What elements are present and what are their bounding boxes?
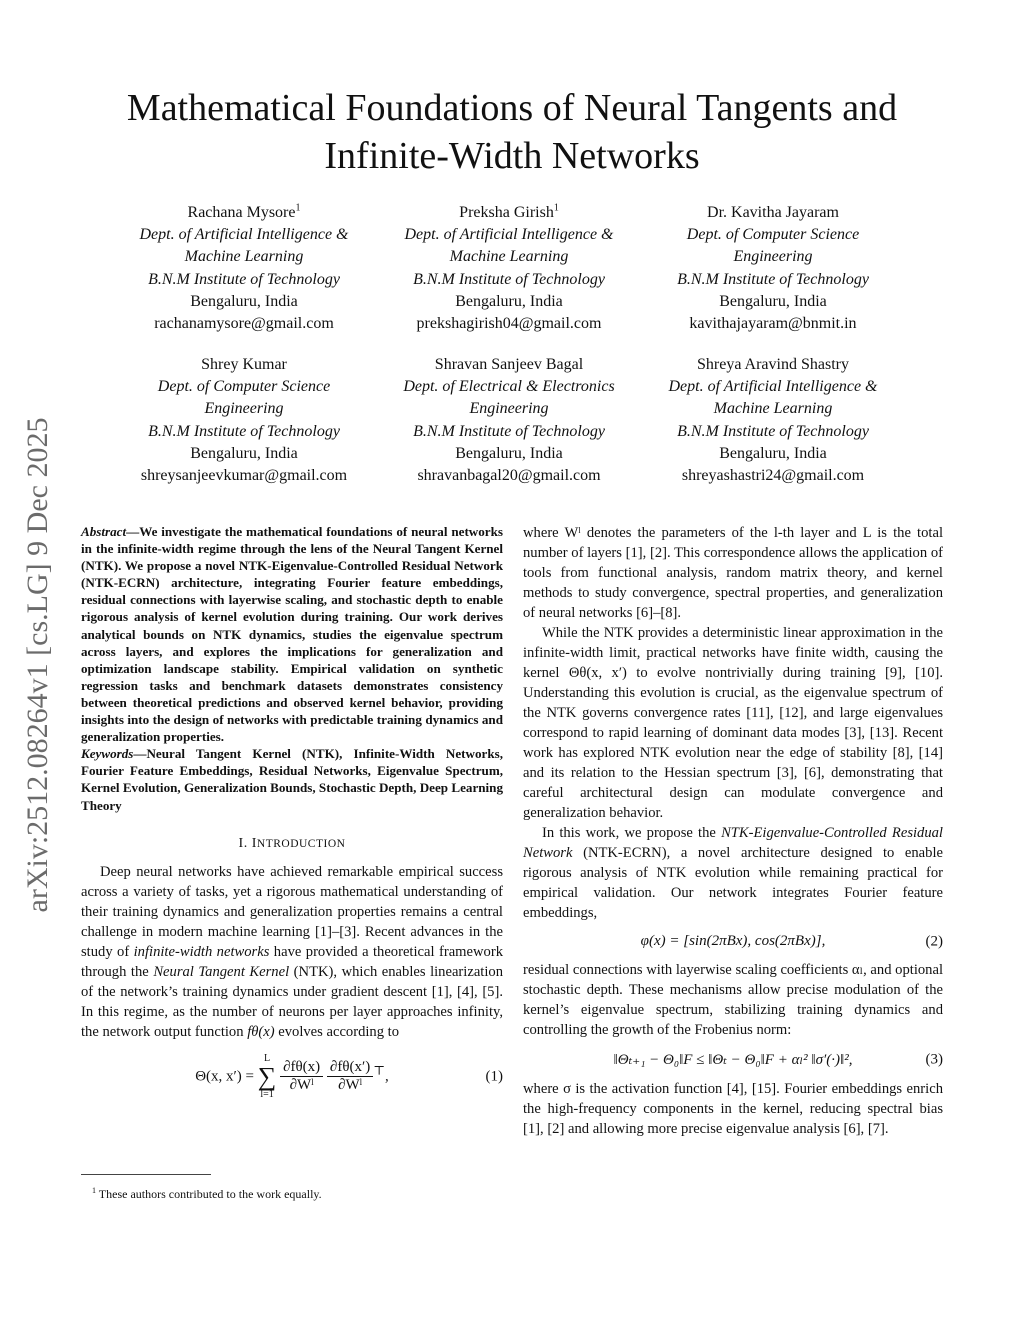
keywords-label: Keywords [81,746,134,762]
author-dept: Dept. of Electrical & Electronics [403,378,615,396]
author-dept: Dept. of Computer Science [686,226,860,244]
paper-title [80,84,944,180]
fraction: $\frac{\partial f\theta(x)}{\text{∂Wˡ}}$ [280,1059,323,1094]
footnote-rule [81,1174,211,1175]
title-line-2: Infinite-Width Networks [324,135,700,177]
body-paragraph: In this work, we propose the NTK-Eigenvalue-Controlled Residual Network (NTK-ECRN), a novel architecture designed to enable rigorous analysis of NTK evolution while remaining practical for empirical validation. Our network integrates Fourier feature embeddings, [523,825,943,921]
author-dept-cont: Machine Learning [713,400,833,418]
equation-number: (2) [925,933,943,949]
author-email: rachanamysore@gmail.com [154,315,334,333]
abstract-label: Abstract [81,524,127,539]
author-name: Preksha Girish$^1$ [459,202,559,221]
author-block [374,354,644,487]
author-location: Bengaluru, India [719,444,827,462]
author-email: kavithajayaram@bnmit.in [689,315,857,333]
author-location: Bengaluru, India [455,444,563,462]
author-dept-cont: Machine Learning [449,248,569,266]
author-email: shreysanjeevkumar@gmail.com [140,467,348,485]
footnote: $^1$ These authors contributed to the work equally. [92,1186,322,1201]
author-location: Bengaluru, India [190,292,298,310]
body-paragraph: While the NTK provides a deterministic linear approximation in the infinite-width limit, practical networks have finite width, causing the kernel Θθ(x, x′) to evolve nontrivially during training [9], [10]. Understanding this evolution is crucial, as the eigenvalue spectrum of the NTK governs convergence rates [11], [12], and large eigenvalues correspond to rapid learning of dominant data modes [3], [13]. Recent work has explored NTK evolution near the edge of stability [8], [14] and its relation to the Hessian spectrum [3], [6], demonstrating that careful architectural design can modulate convergence and generalization behavior. [523,625,943,821]
author-block [638,202,908,335]
section-heading: I. INTRODUCTION [238,835,346,851]
keywords [81,745,503,813]
title-line-1: Mathematical Foundations of Neural Tangents and [126,87,898,129]
author-email: shreyashastri24@gmail.com [681,467,865,485]
arxiv-sidebar [14,380,62,950]
author-dept-cont: Engineering [733,248,813,266]
left-column [81,523,503,1110]
author-location: Bengaluru, India [455,292,563,310]
author-name: Rachana Mysore$^1$ [187,202,301,221]
author-dept: Dept. of Artificial Intelligence & [668,378,878,396]
author-institute: B.N.M Institute of Technology [148,422,340,440]
author-institute: B.N.M Institute of Technology [413,270,605,288]
arxiv-identifier: arXiv:2512.08264v1 [cs.LG] 9 Dec 2025 [21,417,54,913]
body-paragraph: where σ is the activation function [4], [15]. Fourier embeddings enrich the high-frequency components in the kernel, reducing spectral bias [1], [2] and allowing more precise eigenvalue analysis [6], [7]. [523,1081,943,1137]
author-dept-cont: Engineering [204,400,284,418]
author-block [109,354,379,487]
equation-3: ‖Θₜ₊₁ − Θ₀‖F ≤ ‖Θₜ − Θ₀‖F + αₗ² ‖σ′(·)‖², (3) [613,1051,943,1068]
author-dept-cont: Machine Learning [184,248,304,266]
author-block [109,202,379,335]
sum-symbol: L ∑ l=1 [257,1052,277,1100]
equation-1: Θ(x, x′) = L ∑ l=1 $\frac{\partial f\theta(x)}{\text{∂Wˡ}}$ $\frac{\partial f\theta(x')}{\text{∂Wˡ}}$ ⊤, (1) [195,1052,503,1100]
body-paragraph: where Wˡ denotes the parameters of the l-th layer and L is the total number of layers [1], [2]. This correspondence allows the application of tools from functional analysis, random matrix theory, and kernel methods to study convergence, spectral properties, and generalization of neural networks [6]–[8]. [523,525,943,621]
author-name: Dr. Kavitha Jayaram [707,204,839,221]
author-location: Bengaluru, India [719,292,827,310]
body-paragraph: residual connections with layerwise scaling coefficients αₗ, and optional stochastic depth. These mechanisms allow precise modulation of the kernel’s eigenvalue spectrum, stabilizing training dynamics and controlling the growth of the Frobenius norm: [523,962,943,1038]
author-institute: B.N.M Institute of Technology [677,422,869,440]
author-name: Shreya Aravind Shastry [697,356,849,373]
author-name: Shrey Kumar [201,356,287,373]
right-column [523,523,943,1139]
equation-2: φ(x) = [sin(2πBx), cos(2πBx)], (2) [640,933,943,949]
author-dept-cont: Engineering [469,400,549,418]
author-institute: B.N.M Institute of Technology [148,270,340,288]
author-name: Shravan Sanjeev Bagal [434,356,584,373]
author-institute: B.N.M Institute of Technology [677,270,869,288]
author-location: Bengaluru, India [190,444,298,462]
abstract-text: —We investigate the mathematical foundations of neural networks in the infinite-width regime through the lens of the Neural Tangent Kernel (NTK). We propose a novel NTK-Eigenvalue-Controlled Residual Network (NTK-ECRN) architecture, integrating Fourier feature embeddings, residual connections with layerwise scaling, and stochastic depth to enable rigorous analysis of kernel evolution during training. Our work derives analytical bounds on NTK dynamics, studies the eigenvalue spectrum across layers, and explores the implications for generalization and optimization landscape stability. Empirical validation on synthetic regression tasks and benchmark datasets demonstrates consistency between theoretical predictions and observed kernel behavior, providing insights into the design of networks with predictable training dynamics and generalization properties. [81,524,503,745]
abstract [81,523,503,745]
author-dept: Dept. of Artificial Intelligence & [404,226,614,244]
equation-number: (3) [925,1051,943,1067]
intro-paragraph: Deep neural networks have achieved remarkable empirical success across a variety of tasks, yet a rigorous mathematical understanding of their training dynamics and generalization properties remains a central challenge in modern machine learning [1]–[3]. Recent advances in the study of infinite-width networks have provided a theoretical framework through the Neural Tangent Kernel (NTK), which enables linearization of the network’s training dynamics under gradient descent [1], [4], [5]. In this regime, as the number of neurons per layer approaches infinity, the network output function fθ(x) evolves according to [81,863,503,1040]
keywords-text: —Neural Tangent Kernel (NTK), Infinite-Width Networks, Fourier Feature Embeddings, Residual Networks, Eigenvalue Spectrum, Kernel Evolution, Generalization Bounds, Stochastic Depth, Deep Learning Theory [81,746,503,813]
author-block [374,202,644,335]
author-dept: Dept. of Computer Science [157,378,331,396]
author-email: shravanbagal20@gmail.com [417,467,601,485]
author-email: prekshagirish04@gmail.com [416,315,602,333]
author-block [638,354,908,487]
author-institute: B.N.M Institute of Technology [413,422,605,440]
author-dept: Dept. of Artificial Intelligence & [139,226,349,244]
equation-number: (1) [485,1068,503,1085]
fraction: $\frac{\partial f\theta(x')}{\text{∂Wˡ}}$ [327,1059,373,1094]
